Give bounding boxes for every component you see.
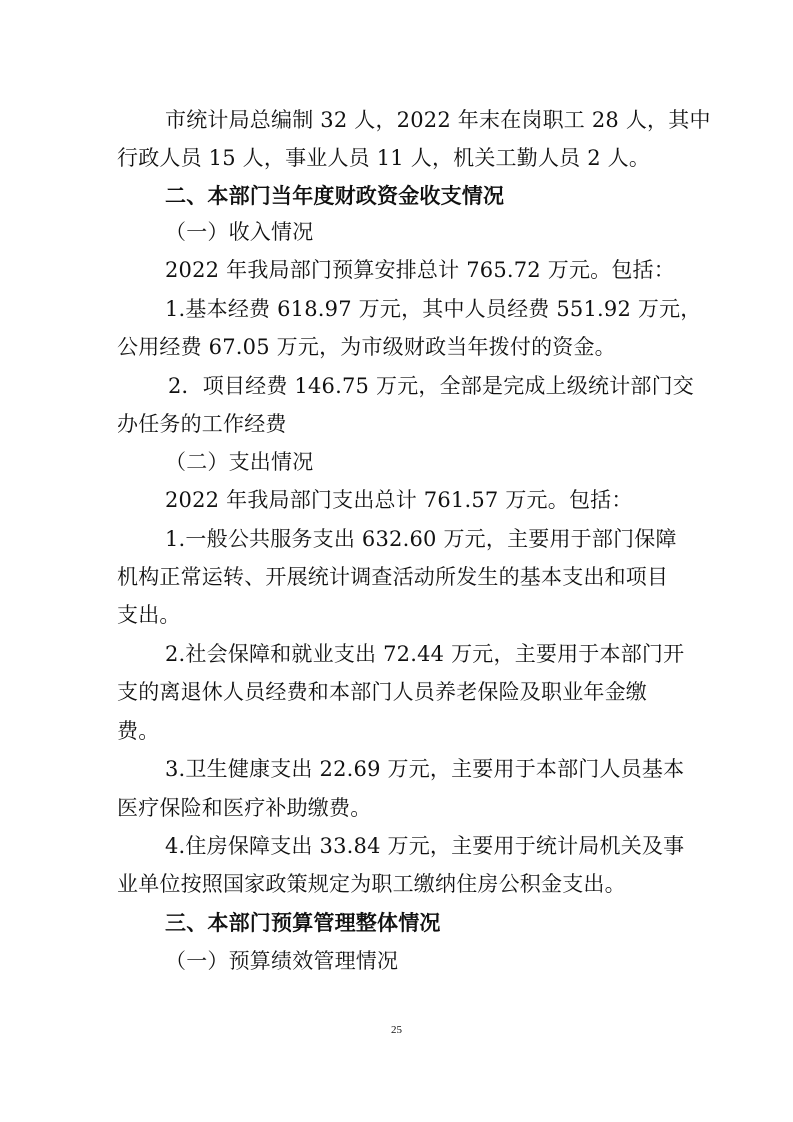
income-item-2-line-1: 2．项目经费 146.75 万元，全部是完成上级统计部门交 bbox=[168, 374, 694, 398]
staffing-line-1: 市统计局总编制 32 人，2022 年末在岗职工 28 人，其中 bbox=[165, 108, 711, 132]
income-item-1-line-2: 公用经费 67.05 万元，为市级财政当年拨付的资金。 bbox=[117, 335, 616, 359]
section-3-heading: 三、本部门预算管理整体情况 bbox=[165, 911, 441, 935]
expenditure-item-1-line-2: 机构正常运转、开展统计调查活动所发生的基本支出和项目 bbox=[117, 565, 669, 589]
expenditure-item-2-line-1: 2.社会保障和就业支出 72.44 万元，主要用于本部门开 bbox=[165, 642, 685, 666]
staffing-line-2: 行政人员 15 人，事业人员 11 人，机关工勤人员 2 人。 bbox=[117, 146, 651, 170]
budget-performance-subheading: （一）预算绩效管理情况 bbox=[165, 949, 399, 973]
expenditure-item-2-line-2: 支的离退休人员经费和本部门人员养老保险及职业年金缴 bbox=[117, 680, 647, 704]
expenditure-item-3-line-2: 医疗保险和医疗补助缴费。 bbox=[117, 796, 372, 820]
expenditure-subheading: （二）支出情况 bbox=[165, 450, 314, 474]
income-item-1-line-1: 1.基本经费 618.97 万元，其中人员经费 551.92 万元， bbox=[165, 297, 702, 321]
expenditure-summary: 2022 年我局部门支出总计 761.57 万元。包括： bbox=[165, 488, 633, 512]
expenditure-item-4-line-1: 4.住房保障支出 33.84 万元，主要用于统计局机关及事 bbox=[165, 834, 685, 858]
section-2-heading: 二、本部门当年度财政资金收支情况 bbox=[165, 184, 505, 208]
income-summary: 2022 年我局部门预算安排总计 765.72 万元。包括： bbox=[165, 258, 675, 282]
expenditure-item-2-line-3: 费。 bbox=[117, 719, 160, 743]
page-number: 25 bbox=[391, 1024, 402, 1036]
expenditure-item-1-line-1: 1.一般公共服务支出 632.60 万元，主要用于部门保障 bbox=[165, 527, 677, 551]
income-item-2-line-2: 办任务的工作经费 bbox=[117, 412, 287, 436]
income-subheading: （一）收入情况 bbox=[165, 220, 314, 244]
expenditure-item-1-line-3: 支出。 bbox=[117, 603, 181, 627]
expenditure-item-3-line-1: 3.卫生健康支出 22.69 万元，主要用于本部门人员基本 bbox=[165, 757, 685, 781]
expenditure-item-4-line-2: 业单位按照国家政策规定为职工缴纳住房公积金支出。 bbox=[117, 872, 626, 896]
